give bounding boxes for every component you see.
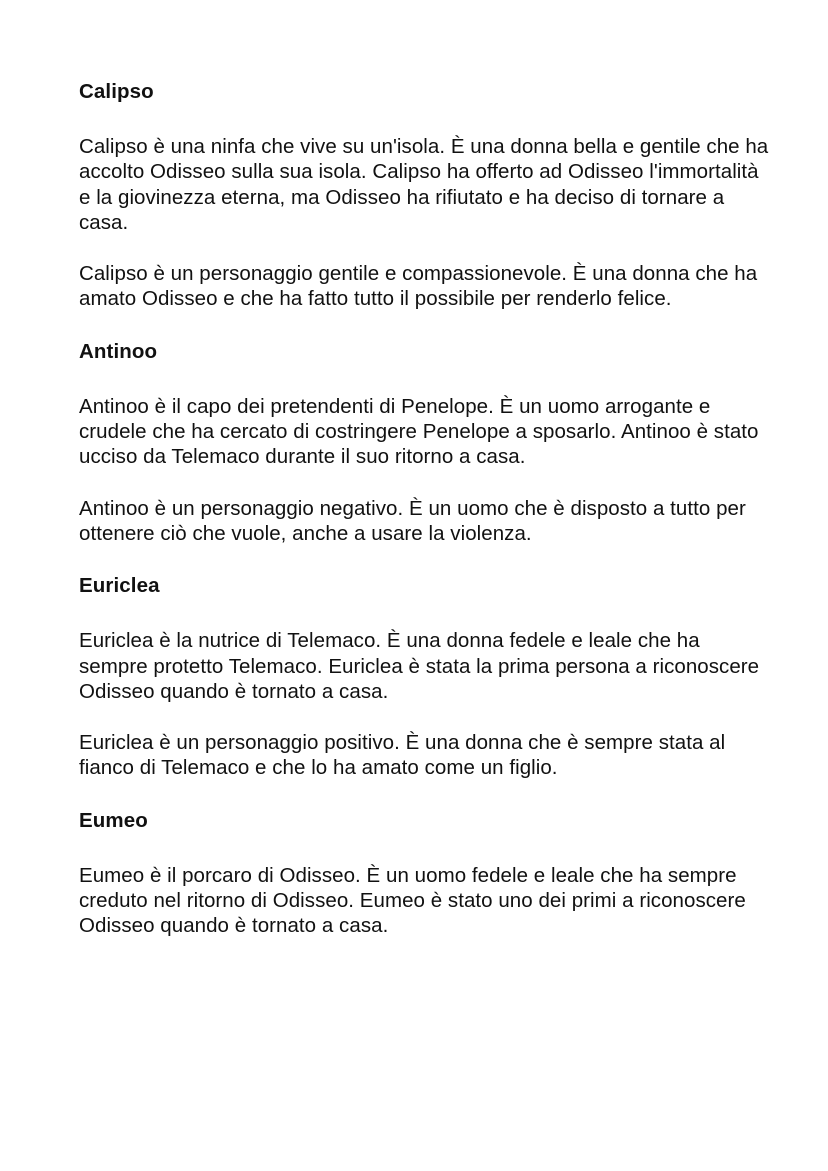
document-page <box>79 78 769 965</box>
section-antinoo <box>79 338 769 546</box>
section-heading: Euriclea <box>79 574 160 598</box>
section-paragraph: Antinoo è un personaggio negativo. È un uomo che è disposto a tutto per ottenere ciò che vuole, anche a usare la violenza. <box>79 496 746 545</box>
section-paragraph: Euriclea è la nutrice di Telemaco. È una donna fedele e leale che ha sempre protetto Telemaco. Euriclea è stata la prima persona a riconoscere Odisseo quando è tornato a casa. <box>79 629 760 703</box>
section-euriclea <box>79 572 769 780</box>
section-heading: Calipso <box>79 80 154 103</box>
section-paragraph: Calipso è un personaggio gentile e compassionevole. È una donna che ha amato Odisseo e che ha fatto tutto il possibile per renderlo felice. <box>79 262 758 311</box>
section-paragraph: Calipso è una ninfa che vive su un'isola. È una donna bella e gentile che ha accolto Odisseo sulla sua isola. Calipso ha offerto ad Odisseo l'immortalità e la giovinezza eterna, ma Odisseo ha rifiutato e ha deciso di tornare a casa. <box>79 135 769 234</box>
section-paragraph: Eumeo è il porcaro di Odisseo. È un uomo fedele e leale che ha sempre creduto nel ritorno di Odisseo. Eumeo è stato uno dei primi a riconoscere Odisseo quando è tornato a casa. <box>79 863 746 938</box>
section-heading: Antinoo <box>79 339 158 363</box>
section-heading: Eumeo <box>79 808 148 832</box>
section-calipso <box>79 78 769 312</box>
section-paragraph: Euriclea è un personaggio positivo. È una donna che è sempre stata al fianco di Telemaco e che lo ha amato come un figlio. <box>79 731 726 780</box>
section-paragraph: Antinoo è il capo dei pretendenti di Penelope. È un uomo arrogante e crudele che ha cercato di costringere Penelope a sposarlo. Antinoo è stato ucciso da Telemaco durante il suo ritorno a casa. <box>79 394 759 469</box>
section-eumeo <box>79 807 769 939</box>
